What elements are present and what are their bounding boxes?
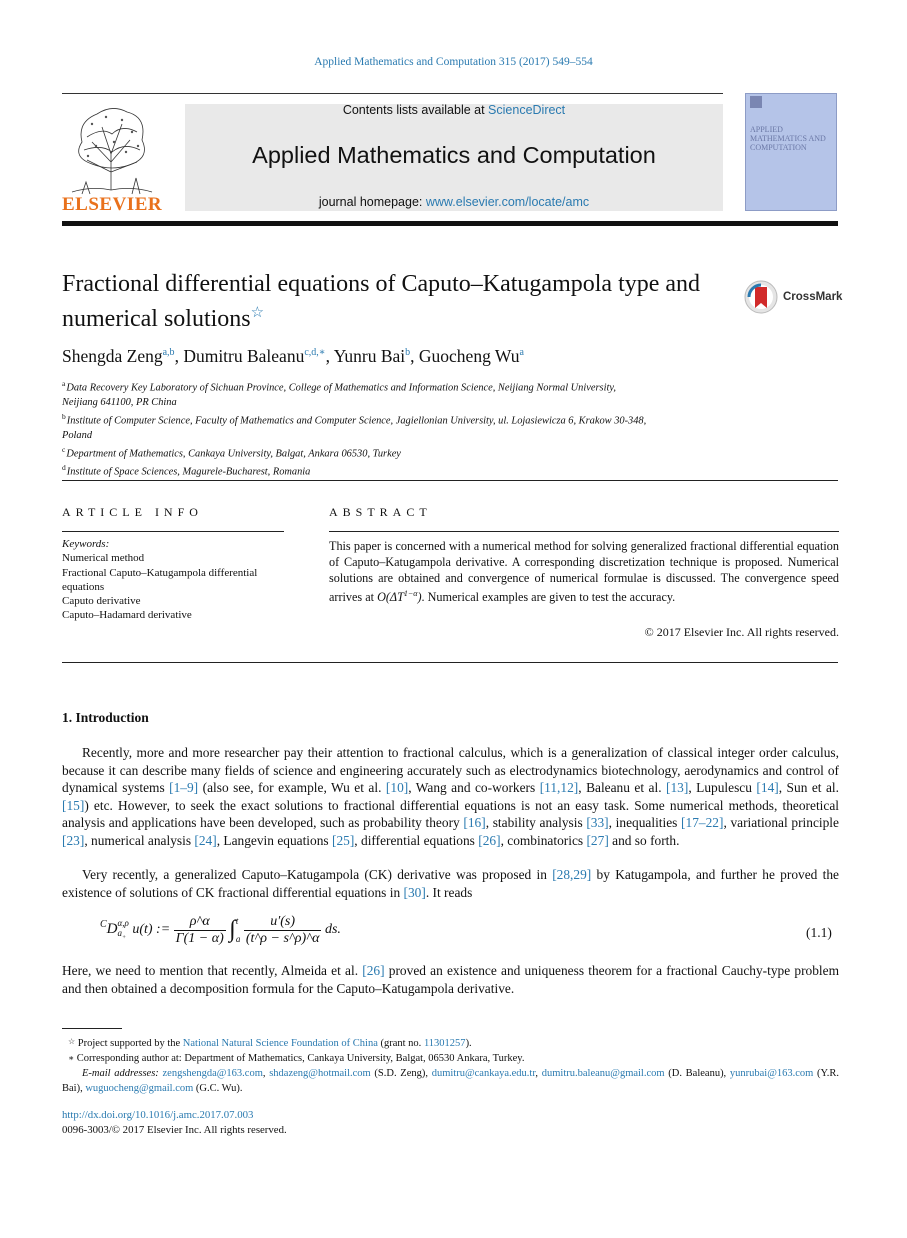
email-separator: (S.D. Zeng), [370, 1068, 432, 1079]
issn-line: 0096-3003/© 2017 Elsevier Inc. All rights reserved. [62, 1124, 287, 1136]
article-info-heading: ARTICLE INFO [62, 505, 203, 519]
footnote-project-prefix: Project supported by the [77, 1038, 183, 1049]
affiliation-line [62, 429, 742, 443]
footnote-project-end: ). [465, 1038, 472, 1049]
affiliation-text: Department of Mathematics, Cankaya University, Balgat, Ankara 06530, Turkey [66, 448, 401, 460]
email-link[interactable]: dumitru@cankaya.edu.tr [431, 1068, 536, 1079]
journal-cover-thumbnail[interactable] [745, 93, 837, 211]
paragraph-text: , variational principle [723, 815, 839, 830]
affiliation-key: a [62, 379, 66, 388]
affiliation-line [62, 461, 742, 480]
sciencedirect-link[interactable]: ScienceDirect [488, 103, 566, 117]
footnote-corresponding [62, 1051, 839, 1066]
eq-fraction-1-denominator: Γ(1 − α) [175, 930, 224, 946]
eq-fraction-2 [244, 914, 322, 947]
journal-homepage-line [185, 195, 723, 209]
cover-title: APPLIED MATHEMATICS AND COMPUTATION [750, 125, 826, 152]
eq-lhs: u(t) := [132, 922, 171, 938]
citation-link[interactable]: [13] [666, 780, 689, 795]
paragraph-text: . It reads [425, 884, 473, 900]
citation-link[interactable]: [28,29] [552, 867, 592, 882]
eq-fraction-1 [174, 914, 226, 947]
abstract-formula-exponent: 1−α [403, 589, 418, 598]
citation-link[interactable]: [27] [586, 832, 609, 848]
crossmark-label[interactable]: CrossMark [783, 291, 843, 303]
footnote-corr-mark: ∗ [68, 1053, 75, 1063]
paragraph-text: Recently, more and more researcher pay their attention to fractional calculus, which is a generalization of classical integer order calculus, because it can describe many fields of science and engineering accurately such as electrodynamics biotechnology, aerodynamics and control of dynamical systems [62, 745, 839, 795]
email-separator: , [262, 1068, 270, 1079]
paragraph-text: , inequalities [608, 815, 682, 830]
footnote-rule [62, 1028, 122, 1029]
paragraph-text: (also see, for example, Wu et al. [198, 780, 386, 795]
email-label: E-mail addresses: [82, 1068, 159, 1079]
author-separator: , [174, 346, 184, 366]
paragraph-text: and so forth. [608, 832, 680, 848]
affiliation-text: Institute of Space Sciences, Magurele-Bucharest, Romania [66, 466, 311, 478]
citation-link[interactable]: [26] [478, 832, 501, 848]
paragraph-text: proved an existence and uniqueness theorem for a fractional Cauchy-type problem and then obtained a decomposition formula for the Caputo–Katugampola derivative. [62, 963, 839, 996]
abstract-body-2: . Numerical examples are given to test the accuracy. [421, 590, 676, 605]
eq-integral-limits: t a [235, 916, 241, 944]
affiliation-text: Poland [62, 429, 93, 441]
paragraph-text: by Katugampola, and further he proved the existence of solutions of CK fractional differential equations in [62, 867, 839, 900]
author-list [62, 346, 524, 367]
citation-link[interactable]: [10] [385, 780, 409, 795]
equation-number: (1.1) [806, 925, 832, 940]
affiliation-line [62, 377, 742, 396]
doi-link[interactable]: http://dx.doi.org/10.1016/j.amc.2017.07.003 [62, 1109, 254, 1121]
email-link[interactable]: shdazeng@hotmail.com [269, 1068, 371, 1079]
abstract-body-1: This paper is concerned with a numerical method for solving generalized fractional differential equation of Caputo–Katugampola derivative. A corresponding discretization technique is proposed. Numerical solutions are obtained and convergence of numerical formulae is discussed. The convergence speed arrives at [329, 539, 839, 605]
affiliation-line [62, 410, 742, 429]
affiliation-text: Neijiang 641100, PR China [62, 396, 177, 408]
paragraph-text: Very recently, a generalized Caputo–Katugampola (CK) derivative was proposed in [82, 867, 553, 882]
journal-reference[interactable]: Applied Mathematics and Computation 315 (2017) 549–554 [314, 56, 593, 68]
footnote-corr-text: Corresponding author at: Department of Mathematics, Cankaya University, Balgat, 06530 Ankara, Turkey. [76, 1053, 525, 1064]
paper-title-text: Fractional differential equations of Caputo–Katugampola type and numerical solutions [62, 271, 701, 332]
affiliation-rule [62, 480, 838, 481]
citation-link[interactable]: [24] [194, 832, 217, 848]
equation-1-1 [100, 912, 341, 948]
paragraph-text: , Wang and co-workers [408, 780, 540, 795]
email-link[interactable]: dumitru.baleanu@gmail.com [541, 1068, 665, 1079]
citation-link[interactable]: [14] [756, 780, 779, 795]
email-separator: (G.C. Wu). [193, 1083, 243, 1094]
header-thick-rule [62, 221, 838, 226]
abstract-formula-end: ) [417, 590, 422, 605]
footnote-project-mark: ☆ [68, 1037, 76, 1046]
affiliation-line [62, 396, 742, 410]
eq-operator-indices: α,ρ $a_+$ [117, 917, 129, 941]
email-separator: (Y.R. Bai), [62, 1068, 840, 1094]
citation-link[interactable]: [23] [62, 832, 85, 848]
crossmark-icon[interactable] [744, 280, 780, 314]
email-link[interactable]: wuguocheng@gmail.com [85, 1083, 194, 1094]
affiliation-text: Institute of Computer Science, Faculty of Mathematics and Computer Science, Jagiellonian University, ul. Lojasiewicza 6, Krakow 30-348, [66, 415, 647, 427]
paragraph-text: , numerical analysis [84, 832, 195, 848]
keywords-list [62, 551, 284, 622]
keyword-item: Caputo derivative [62, 595, 141, 608]
paragraph-text: , Sun et al. [778, 780, 840, 795]
author-name: Dumitru Baleanu [183, 346, 305, 366]
cover-emblem [750, 96, 762, 108]
citation-link[interactable]: [33] [586, 815, 609, 830]
grant-number-link[interactable]: 11301257 [423, 1038, 466, 1049]
section-heading-introduction: 1. Introduction [62, 710, 149, 725]
footnotes [62, 1034, 839, 1096]
affiliation-key: b [62, 411, 66, 421]
author-name: Yunru Bai [333, 346, 406, 366]
keyword-item: Caputo–Hadamard derivative [62, 609, 192, 622]
intro-paragraph-2 [62, 866, 839, 901]
affiliation-text: Data Recovery Key Laboratory of Sichuan Province, College of Mathematics and Information Science, Neijiang Normal University, [66, 382, 616, 394]
keywords-block [62, 537, 284, 623]
eq-fraction-2-numerator: u′(s) [244, 914, 322, 931]
citation-link[interactable]: [17–22] [681, 815, 724, 830]
intro-paragraph-1 [62, 744, 839, 849]
eq-integral-sign: ∫ [229, 916, 236, 943]
keywords-title: Keywords: [62, 538, 110, 550]
citation-link[interactable]: [16] [463, 815, 486, 830]
abstract-formula: O(ΔT [377, 590, 404, 605]
doi-block [62, 1108, 287, 1138]
abstract-heading: ABSTRACT [329, 505, 432, 519]
contents-prefix: Contents lists available at [342, 103, 489, 117]
email-separator: (D. Baleanu), [664, 1068, 730, 1079]
citation-link[interactable]: [26] [362, 963, 385, 978]
paragraph-text: , differential equations [354, 832, 479, 848]
abstract-copyright: © 2017 Elsevier Inc. All rights reserved. [644, 625, 839, 639]
paragraph-text: , Lupulescu [688, 780, 757, 795]
header-top-rule [62, 93, 723, 94]
author-separator: , [325, 346, 334, 366]
author-name: Guocheng Wu [418, 346, 520, 366]
author-separator: , [410, 346, 419, 366]
paragraph-text: , combinatorics [500, 832, 587, 848]
affiliation-key: c [62, 444, 66, 454]
keyword-item: Numerical method [62, 552, 145, 565]
contents-available-line [185, 103, 723, 117]
eq-fraction-2-denominator: (t^ρ − s^ρ)^α [245, 930, 320, 946]
abstract-bottom-rule [62, 662, 838, 663]
elsevier-wordmark: ELSEVIER [62, 194, 163, 215]
eq-operator-D: D [106, 921, 118, 938]
eq-tail: ds. [324, 922, 341, 938]
eq-superscript-C: C [100, 919, 107, 931]
email-separator: , [535, 1068, 542, 1079]
eq-fraction-1-numerator: ρ^α [174, 914, 226, 931]
footnote-project [62, 1034, 839, 1051]
citation-link[interactable]: [1–9] [169, 780, 199, 795]
paragraph-text: , stability analysis [485, 815, 587, 830]
journal-title: Applied Mathematics and Computation [252, 142, 656, 168]
article-info-rule [62, 531, 284, 532]
author-affiliation-sup[interactable]: a,b [162, 347, 175, 359]
author-affiliation-sup[interactable]: a [519, 347, 524, 359]
paragraph-text: , Langevin equations [216, 832, 332, 848]
email-link[interactable]: yunrubai@163.com [729, 1068, 814, 1079]
abstract-text [329, 538, 839, 605]
paragraph-text: Here, we need to mention that recently, Almeida et al. [62, 963, 363, 978]
paragraph-text: , Baleanu et al. [578, 780, 667, 795]
affiliation-line [62, 443, 742, 462]
email-list [62, 1068, 839, 1094]
intro-paragraph-3 [62, 962, 839, 997]
author-name: Shengda Zeng [62, 346, 163, 366]
author-affiliation-sup[interactable]: c,d,∗ [304, 347, 326, 359]
paper-title [62, 270, 722, 334]
citation-link[interactable]: [15] [62, 797, 85, 813]
nsfc-link[interactable]: National Natural Science Foundation of China [182, 1038, 378, 1049]
paragraph-text: ) etc. However, to seek the exact solutions to fractional differential equations is not an easy task. Some numerical methods, theoretical analysis and applications have been developed, such as probability theory [62, 797, 839, 830]
footnote-project-mid: (grant no. [377, 1038, 424, 1049]
affiliation-list [62, 377, 742, 480]
title-footnote-star[interactable]: ☆ [250, 305, 265, 321]
keyword-item: equations [62, 580, 105, 593]
citation-link[interactable]: [11,12] [539, 780, 579, 795]
footnote-emails [62, 1066, 839, 1096]
affiliation-key: d [62, 463, 66, 473]
abstract-rule [329, 531, 839, 532]
journal-homepage-link[interactable]: www.elsevier.com/locate/amc [425, 195, 590, 209]
citation-link[interactable]: [25] [331, 832, 355, 848]
homepage-prefix: journal homepage: [318, 195, 426, 209]
citation-link[interactable]: [30] [403, 884, 426, 900]
author-affiliation-sup[interactable]: b [405, 347, 411, 359]
email-link[interactable]: zengshengda@163.com [162, 1068, 263, 1079]
keyword-item: Fractional Caputo–Katugampola differential [62, 566, 258, 579]
